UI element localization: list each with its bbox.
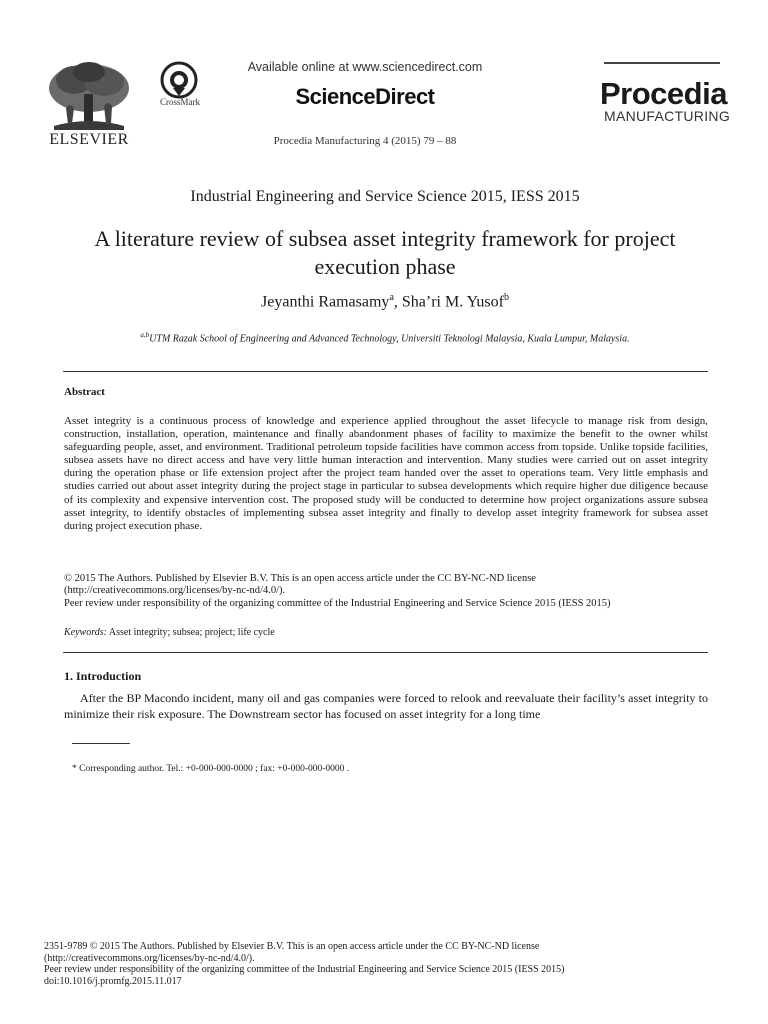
- abstract-heading: Abstract: [64, 386, 105, 398]
- author-1-affiliation-marker: a: [389, 292, 394, 303]
- journal-reference: Procedia Manufacturing 4 (2015) 79 – 88: [273, 135, 457, 147]
- author-separator: ,: [393, 293, 402, 311]
- footnote-rule: [72, 743, 130, 744]
- available-online-text[interactable]: Available online at www.sciencedirect.com: [247, 60, 483, 74]
- license-link[interactable]: (http://creativecommons.org/licenses/by-nc-nd/4.0/).: [64, 585, 286, 597]
- keywords-label: Keywords:: [64, 627, 107, 638]
- bottom-license-link[interactable]: (http://creativecommons.org/licenses/by-nc-nd/4.0/).: [44, 952, 255, 964]
- affiliation-marker: a,b: [140, 331, 150, 339]
- procedia-logo-rule: [604, 62, 720, 64]
- keywords: [64, 627, 708, 638]
- copyright-line-1: © 2015 The Authors. Published by Elsevier B.V. This is an open access article under the CC BY-NC-ND license: [64, 573, 536, 584]
- affiliation-text: UTM Razak School of Engineering and Advanced Technology, Universiti Teknologi Malaysia, Kuala Lumpur, Malaysia.: [149, 333, 630, 345]
- crossmark-label: CrossMark: [160, 97, 200, 107]
- procedia-logo: Procedia: [600, 76, 727, 111]
- author-2-name: Sha’ri M. Yusof: [401, 293, 504, 311]
- author-list: [60, 292, 710, 311]
- bottom-peer-review-line: Peer review under responsibility of the organizing committee of the Industrial Engineering and Service Science 2015 (IESS 2015): [44, 964, 565, 976]
- introduction-heading: 1. Introduction: [64, 669, 142, 683]
- keywords-list: Asset integrity; subsea; project; life cycle: [108, 627, 275, 638]
- doi-link[interactable]: doi:10.1016/j.promfg.2015.11.017: [44, 976, 182, 988]
- corresponding-author-footnote: * Corresponding author. Tel.: +0-000-000-0000 ; fax: +0-000-000-0000 .: [72, 764, 350, 774]
- affiliation: [60, 331, 710, 344]
- peer-review-line: Peer review under responsibility of the organizing committee of the Industrial Engineering and Service Science 2015 (IESS 2015): [64, 597, 611, 609]
- introduction-body: After the BP Macondo incident, many oil and gas companies were forced to relook and reevaluate their facility’s asset integrity to minimize their risk exposure. The Downstream sector has focused on asset integrity for a long time: [64, 691, 708, 721]
- abstract-bottom-rule: [63, 652, 708, 653]
- procedia-logo-subtitle: MANUFACTURING: [604, 108, 731, 124]
- issn-copyright-line: 2351-9789 © 2015 The Authors. Published by Elsevier B.V. This is an open access article under the CC BY-NC-ND license: [44, 941, 540, 952]
- abstract-top-rule: [63, 371, 708, 372]
- publisher-name: ELSEVIER: [49, 131, 129, 148]
- bottom-publication-info: [44, 941, 724, 988]
- conference-name: Industrial Engineering and Service Science 2015, IESS 2015: [190, 188, 580, 205]
- copyright-notice: [64, 573, 708, 610]
- sciencedirect-logo[interactable]: ScienceDirect: [295, 84, 435, 109]
- paper-title: A literature review of subsea asset integrity framework for project execution phase: [94, 226, 676, 279]
- abstract-body: Asset integrity is a continuous process of knowledge and experience applied throughout the asset lifecycle to manage risk from design, construction, installation, operation, maintenance and finally abandonment phases of facility to maximize the benefit to the owner whilst safeguarding people, asset, and environment. Traditional petroleum topside facilities have common access from topside. Unlike topside facilities, subsea assets have no direct access and have very little human interaction and intervention. Many studies were carried out on asset integrity during the operation phase or life extension project after the project team handed over the asset to operations team. Very little emphasis and studies carried out about asset integrity during the project stage in particular to subsea developments which require higher due diligence because of its complexity and expensive intervention cost. The proposed study will be conducted to determine how project organizations assure subsea asset integrity, to identify obstacles of implementing subsea asset integrity and finally to develop asset integrity framework for subsea asset during project execution phase.: [64, 415, 708, 532]
- author-1-name: Jeyanthi Ramasamy: [261, 293, 390, 311]
- author-2-affiliation-marker: b: [503, 292, 509, 303]
